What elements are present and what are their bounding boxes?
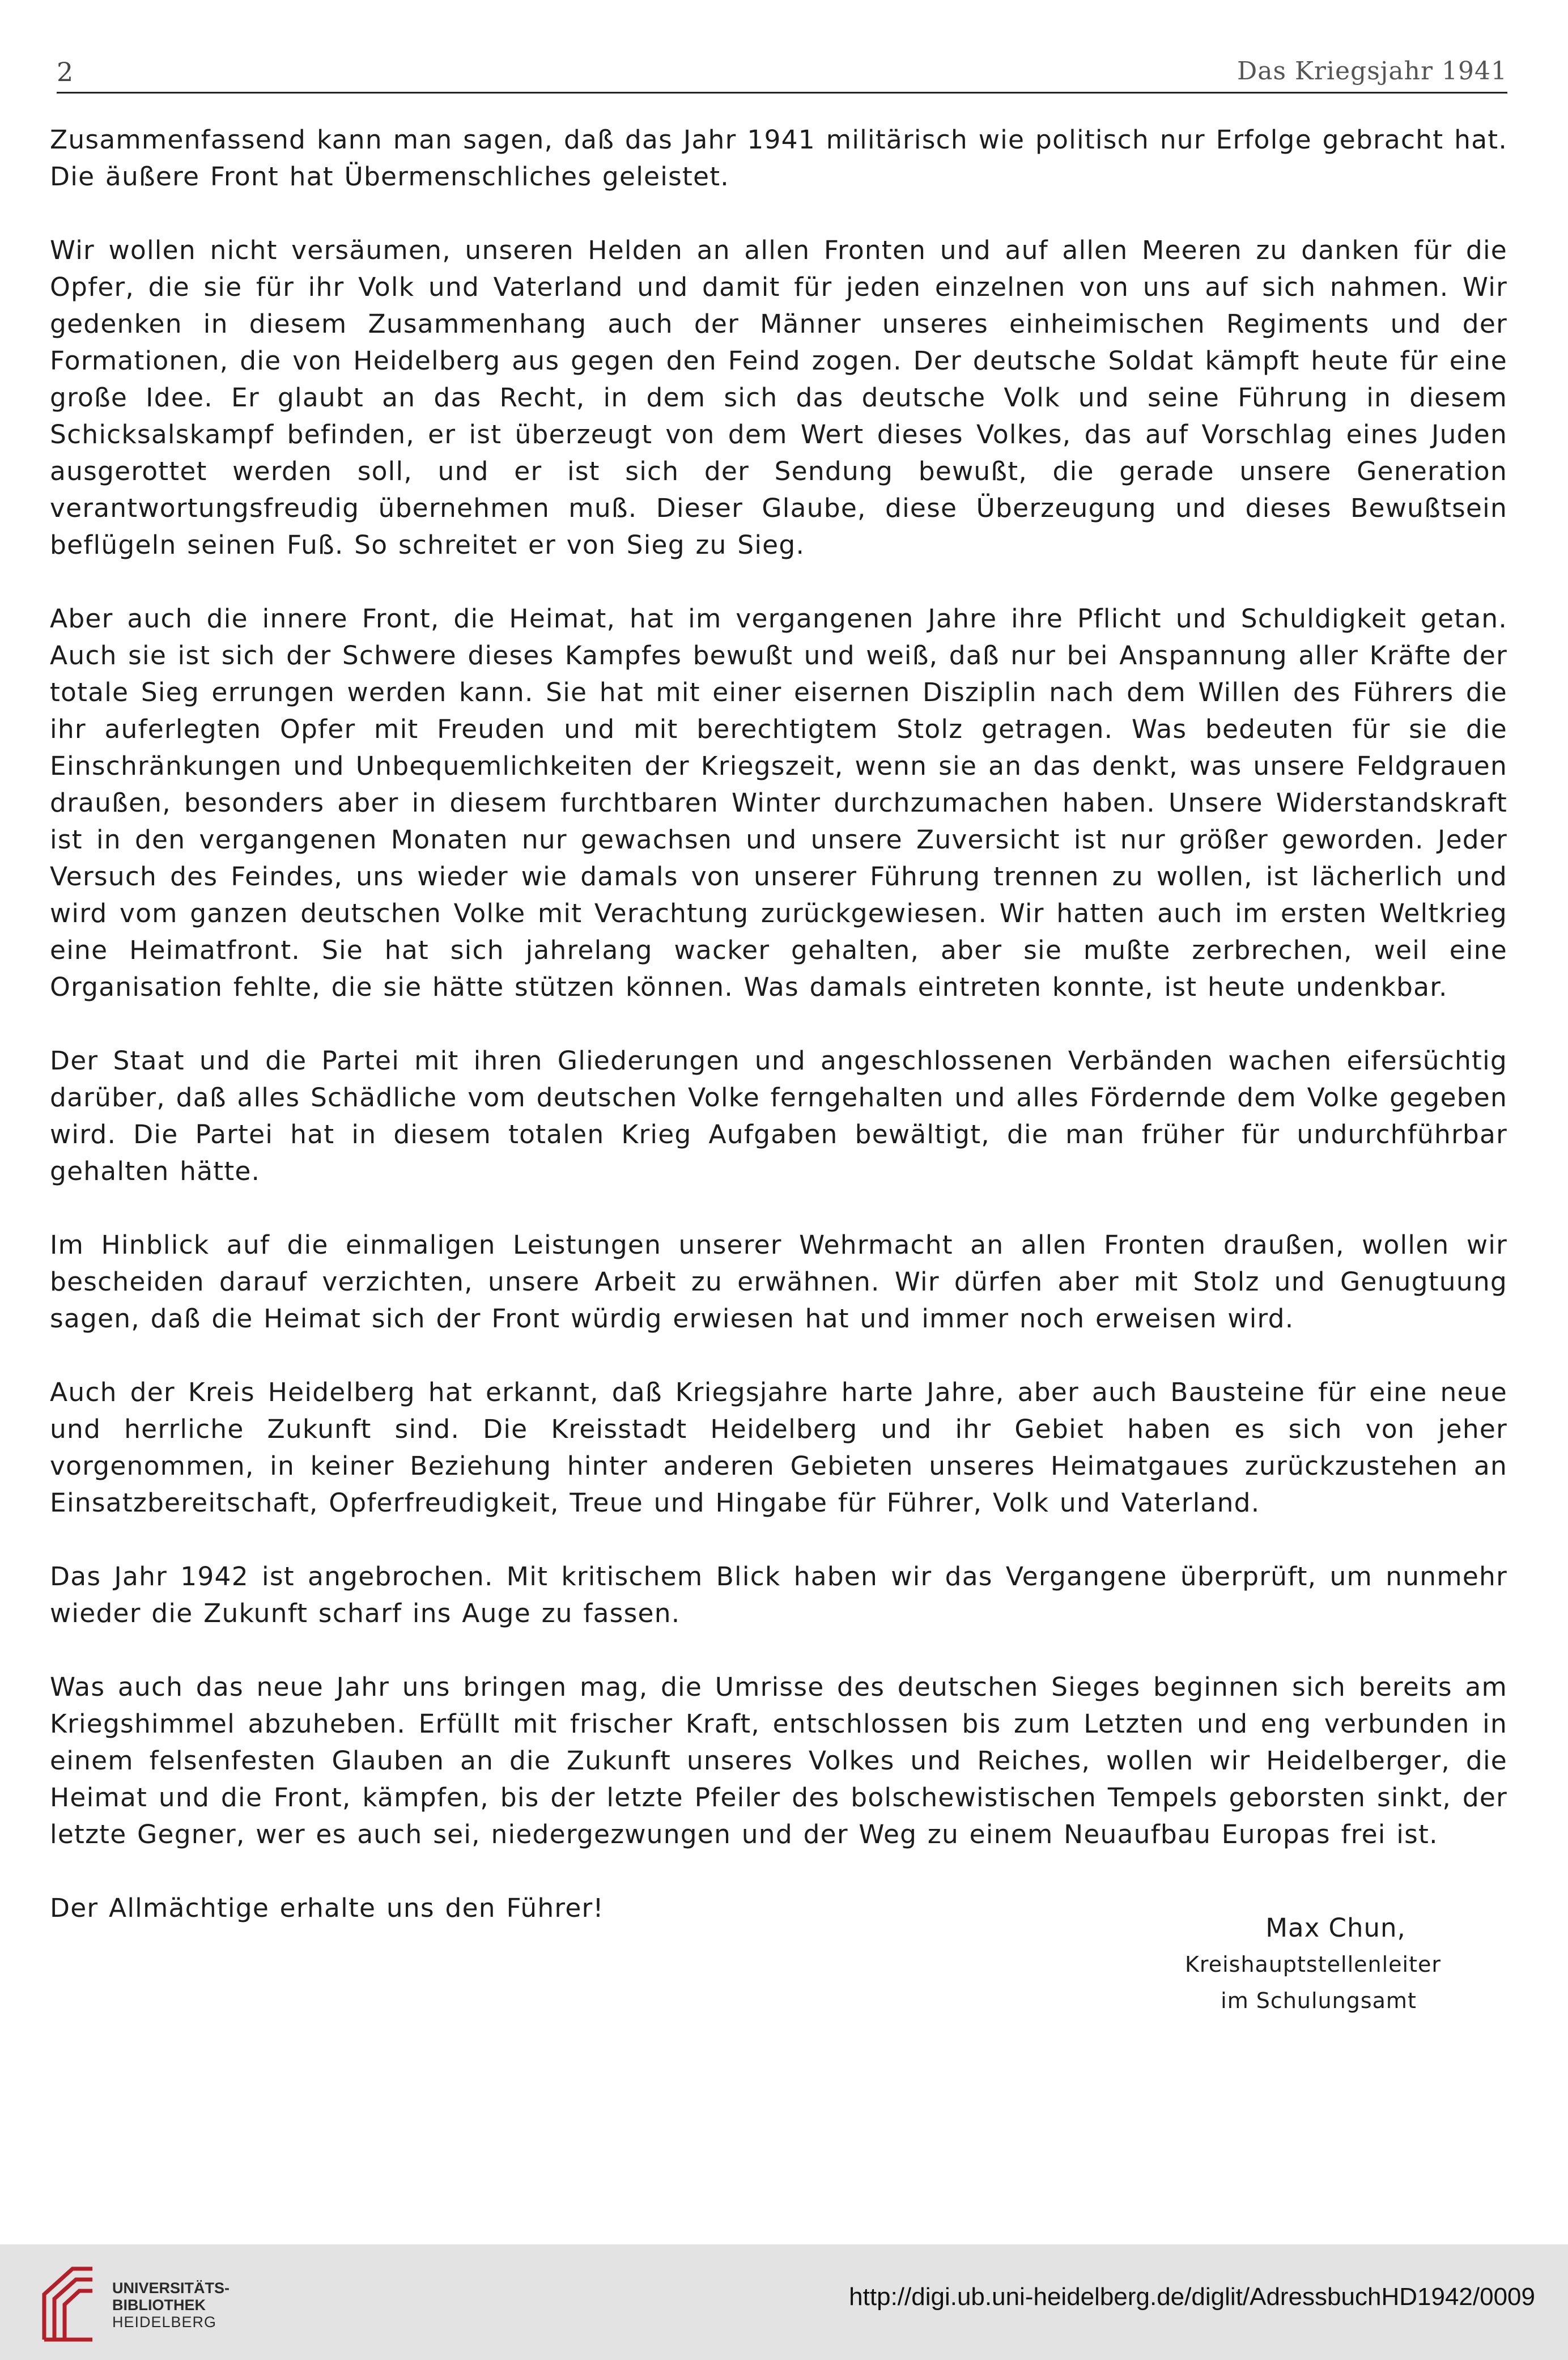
header-rule [57,92,1507,94]
library-logo[interactable] [33,2260,237,2345]
paragraph-7: Das Jahr 1942 ist angebrochen. Mit kritischem Blick haben wir das Vergangene überprüft, um nunmehr wieder die Zukunft scharf ins Auge zu fassen. [50,1561,1507,1628]
article-body [50,121,1507,1963]
paragraph-2: Wir wollen nicht versäumen, unseren Helden an allen Fronten und auf allen Meeren zu danken für die Opfer, die sie für ihr Volk und Vaterland und damit für jeden einzelnen von uns auf sich nahmen. Wir gedenken in diesem Zusammenhang auch der Männer unseres einheimischen Regiments und der Formationen, die von Heidelberg aus gegen den Feind zogen. Der deutsche Soldat kämpft heute für eine große Idee. Er glaubt an das Recht, in dem sich das deutsche Volk und seine Führung in diesem Schicksalskampf befinden, er ist überzeugt von dem Wert dieses Volkes, das auf Vorschlag eines Juden ausgerottet werden soll, und er ist sich der Sendung bewußt, die gerade unsere Generation verantwortungsfreudig übernehmen muß. Dieser Glaube, diese Überzeugung und dieses Bewußtsein beflügeln seinen Fuß. So schreitet er von Sieg zu Sieg. [50,235,1507,560]
library-name [112,2280,230,2331]
closing-line: Der Allmächtige erhalte uns den Führer! [50,1893,604,1923]
paragraph-1: Zusammenfassend kann man sagen, daß das Jahr 1941 militärisch wie politisch nur Erfolge gebracht hat. Die äußere Front hat Übermenschliches geleistet. [50,125,1507,192]
signature-name: Max Chun, [1265,1913,1406,1943]
running-title: Das Kriegsjahr 1941 [1236,57,1507,86]
signature-block [1143,1910,1483,2019]
signature-office: im Schulungsamt [1221,1988,1417,2013]
library-name-line1: UNIVERSITÄTS- [112,2280,230,2297]
signature-title: Kreishauptstellenleiter [1185,1952,1441,1977]
paragraph-6: Auch der Kreis Heidelberg hat erkannt, daß Kriegsjahre harte Jahre, aber auch Bausteine für eine neue und herrliche Zukunft sind. Die Kreisstadt Heidelberg und ihr Gebiet haben es sich von jeher vorgenommen, in keiner Beziehung hinter anderen Gebieten unseres Heimatgaues zurückzustehen an Einsatzbereitschaft, Opferfreudigkeit, Treue und Hingabe für Führer, Volk und Vaterland. [50,1377,1507,1518]
source-url-link[interactable]: http://digi.ub.uni-heidelberg.de/diglit/AdressbuchHD1942/0009 [849,2283,1535,2311]
digitization-footer [0,2244,1568,2360]
paragraph-5: Im Hinblick auf die einmaligen Leistungen unserer Wehrmacht an allen Fronten draußen, wollen wir bescheiden darauf verzichten, unsere Arbeit zu erwähnen. Wir dürfen aber mit Stolz und Genugtuung sagen, daß die Heimat sich der Front würdig erwiesen hat und immer noch erweisen wird. [50,1230,1507,1334]
library-name-line2: BIBLIOTHEK [112,2297,206,2314]
paragraph-3: Aber auch die innere Front, die Heimat, hat im vergangenen Jahre ihre Pflicht und Schuldigkeit getan. Auch sie ist sich der Schwere dieses Kampfes bewußt und weiß, daß nur bei Anspannung aller Kräfte der totale Sieg errungen werden kann. Sie hat mit einer eisernen Disziplin nach dem Willen des Führers die ihr auferlegten Opfer mit Freuden und mit berechtigtem Stolz getragen. Was bedeuten für sie die Einschränkungen und Unbequemlichkeiten der Kriegszeit, wenn sie an das denkt, was unsere Feldgrauen draußen, besonders aber in diesem furchtbaren Winter durchzumachen haben. Unsere Widerstandskraft ist in den vergangenen Monaten nur gewachsen und unsere Zuversicht ist nur größer geworden. Jeder Versuch des Feindes, uns wieder wie damals von unserer Führung trennen zu wollen, ist lächerlich und wird vom ganzen deutschen Volke mit Verachtung zurückgewiesen. Wir hatten auch im ersten Weltkrieg eine Heimatfront. Sie hat sich jahrelang wacker gehalten, aber sie mußte zerbrechen, weil eine Organisation fehlte, die sie hätte stützen können. Was damals eintreten konnte, ist heute undenkbar. [50,604,1507,1002]
library-name-line3: HEIDELBERG [112,2314,217,2331]
page-number: 2 [57,57,74,87]
paragraph-4: Der Staat und die Partei mit ihren Gliederungen und angeschlossenen Verbänden wachen eifersüchtig darüber, daß alles Schädliche vom deutschen Volke ferngehalten und alles Fördernde dem Volke gegeben wird. Die Partei hat in diesem totalen Krieg Aufgaben bewältigt, die man früher für undurchführbar gehalten hätte. [50,1046,1507,1186]
running-head [57,51,1507,96]
paragraph-8: Was auch das neue Jahr uns bringen mag, die Umrisse des deutschen Sieges beginnen sich bereits am Kriegshimmel abzuheben. Erfüllt mit frischer Kraft, entschlossen bis zum Letzten und eng verbunden in einem felsenfesten Glauben an die Zukunft unseres Volkes und Reiches, wollen wir Heidelberger, die Heimat und die Front, kämpfen, bis der letzte Pfeiler des bolschewistischen Tempels geborsten sinkt, der letzte Gegner, wer es auch sei, niedergezwungen und der Weg zu einem Neuaufbau Europas frei ist. [50,1672,1507,1849]
library-emblem-icon [33,2260,101,2345]
